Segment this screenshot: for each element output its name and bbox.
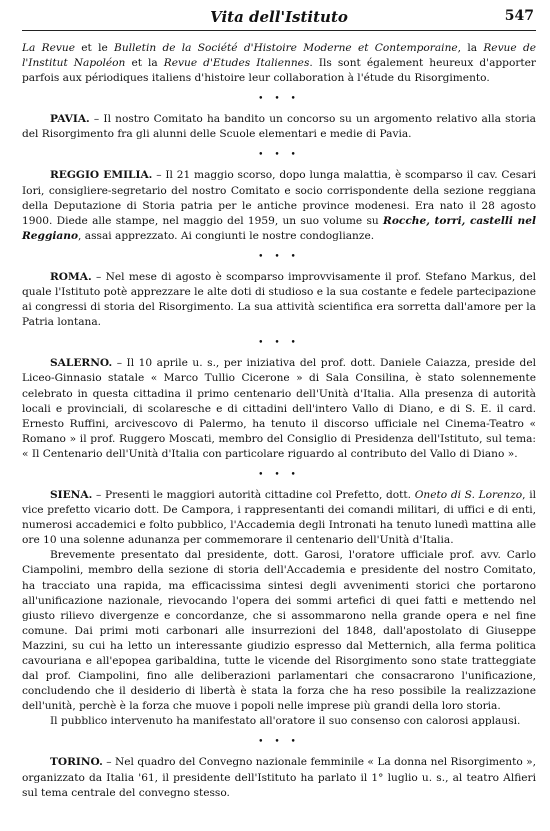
intro-text: , la: [457, 42, 484, 54]
pavia-paragraph: [22, 112, 536, 142]
roma-text: – Nel mese di agosto è scomparso improvvisamente il prof. Stefano Markus, del quale l'Istituto potè apprezzare le alte doti di studioso e la sua costante e fedele partecipazione ai congressi di storia del Risorgimento. La sua attività scientifica era sorretta dall'amore per la Patria lontana.: [22, 270, 536, 329]
book-title: Rocche, torri, castelli nel Reggiano: [22, 214, 536, 242]
section-separator: • • •: [258, 251, 300, 262]
section-separator: • • •: [258, 94, 300, 105]
salerno-paragraph: [22, 356, 536, 462]
intro-paragraph: [22, 41, 536, 86]
section-separator: • • •: [258, 469, 300, 480]
reggio-text: – Il 21 maggio scorso, dopo lunga malattia, è scomparso il cav. Cesari Iori, consigliere-segretario del nostro Comitato e socio corrispondente della sezione reggiana della Deputazione di Storia patria per le antiche province modenesi. Era nato il 28 agosto 1900. Diede alle stampe, nel maggio del 1959, un suo volume su: [22, 169, 536, 227]
section-separator: • • •: [258, 338, 300, 349]
city-heading-pavia: PAVIA.: [50, 113, 90, 126]
intro-text: . Ils sont également heureux d'apporter parfois aux périodiques italiens d'histoire leur collaboration à l'étude du Risorgimento.: [22, 57, 536, 85]
article-body: [22, 41, 536, 801]
page-number: 547: [504, 8, 534, 24]
torino-text: – Nel quadro del Convegno nazionale femminile « La donna nel Risorgimento », organizzato da Italia '61, il presidente dell'Istituto ha parlato il 1° luglio u. s., al teatro Alfieri sul tema centrale del convegno stesso.: [22, 756, 536, 799]
running-title: Vita dell'Istituto: [210, 8, 348, 26]
journal-title: La Revue: [22, 42, 75, 54]
city-heading-torino: TORINO.: [50, 756, 103, 769]
journal-title: Bulletin de la Société d'Histoire Moderne et Contemporaine: [114, 42, 458, 54]
reggio-paragraph: [22, 168, 536, 243]
journal-title: Revue d'Etudes Italiennes: [163, 57, 310, 70]
siena-paragraph: [22, 488, 536, 548]
prefect-name: Oneto di S. Lorenzo: [414, 488, 523, 501]
city-heading-salerno: SALERNO.: [50, 357, 113, 370]
section-separator: • • •: [258, 150, 300, 161]
city-heading-reggio-emilia: REGGIO EMILIA.: [50, 169, 153, 182]
intro-text: et la: [125, 57, 164, 70]
siena-paragraph-3: Il pubblico intervenuto ha manifestato all'oratore il suo consenso con calorosi applausi.: [50, 715, 521, 728]
running-header: [22, 4, 536, 31]
intro-text: et le: [74, 42, 115, 54]
roma-paragraph: [22, 270, 536, 330]
city-heading-roma: ROMA.: [50, 270, 92, 283]
reggio-text: , assai apprezzato. Ai congiunti le nostre condoglianze.: [78, 229, 375, 242]
siena-text: – Presenti le maggiori autorità cittadine col Prefetto, dott.: [92, 488, 415, 501]
city-heading-siena: SIENA.: [50, 488, 93, 501]
journal-title: Revue de l'Institut Napoléon: [22, 42, 536, 70]
torino-paragraph: [22, 755, 536, 800]
siena-text: , il vice prefetto vicario dott. De Campora, i rappresentanti dei comandi militari, di uffici e di enti, numerosi accademici e folto pubblico, l'Accademia degli Intronati ha tenuto lunedì mattina alle ore 10 una solenne adunanza per commemorare il centenario dell'Unità d'Italia.: [22, 488, 536, 547]
siena-paragraph-2: Brevemente presentato dal presidente, dott. Garosi, l'oratore ufficiale prof. avv. Carlo Ciampolini, membro della sezione di storia dell'Accademia e presidente del nostro Comitato, ha tracciato una rapida, ma efficacissima sintesi degli avvenimenti storici che portarono all'unificazione nazionale, rievocando l'opera dei sommi artefici di quei fatti e mettendo nel giusto rilievo divergenze e concordanze, che si assommarono nella grande opera e nel fine comune. Dai primi moti carbonari alle insurrezioni del 1848, dall'apostolato di Giuseppe Mazzini, su cui ha letto un interessante giudizio espresso dal Metternich, alla ferma politica cavouriana e all'epopea garibaldina, tutte le vicende del Risorgimento sono state tratteggiate dal prof. Ciampolini, fino alle deliberazioni parlamentari che consacrarono l'unificazione, concludendo che il desiderio di libertà è stata la forza che ha reso possibile la realizzazione dell'unità, perchè è la forza che muove i popoli nelle imprese più grandi della loro storia.: [22, 549, 536, 713]
pavia-text: – Il nostro Comitato ha bandito un concorso su un argomento relativo alla storia del Risorgimento fra gli alunni delle Scuole elementari e medie di Pavia.: [22, 113, 536, 141]
salerno-text: – Il 10 aprile u. s., per iniziativa del prof. dott. Daniele Caiazza, preside del Liceo-Ginnasio statale « Marco Tullio Cicerone » di Sala Consilina, è stato solennemente celebrato in questa cittadina il primo centenario dell'Unità d'Italia. Alla presenza di autorità locali e provinciali, di scolaresche e di cittadini dell'intero Vallo di Diano, e di S. E. il card. Ernesto Ruffini, arcivescovo di Palermo, ha tenuto il discorso ufficiale nel Cinema-Teatro « Romano » il prof. Ruggero Moscati, membro del Consiglio di Presidenza dell'Istituto, sul tema: « Il Centenario dell'Unità d'Italia con particolare riguardo al contributo del Vallo di Diano ».: [22, 357, 536, 460]
section-separator: • • •: [258, 737, 300, 748]
